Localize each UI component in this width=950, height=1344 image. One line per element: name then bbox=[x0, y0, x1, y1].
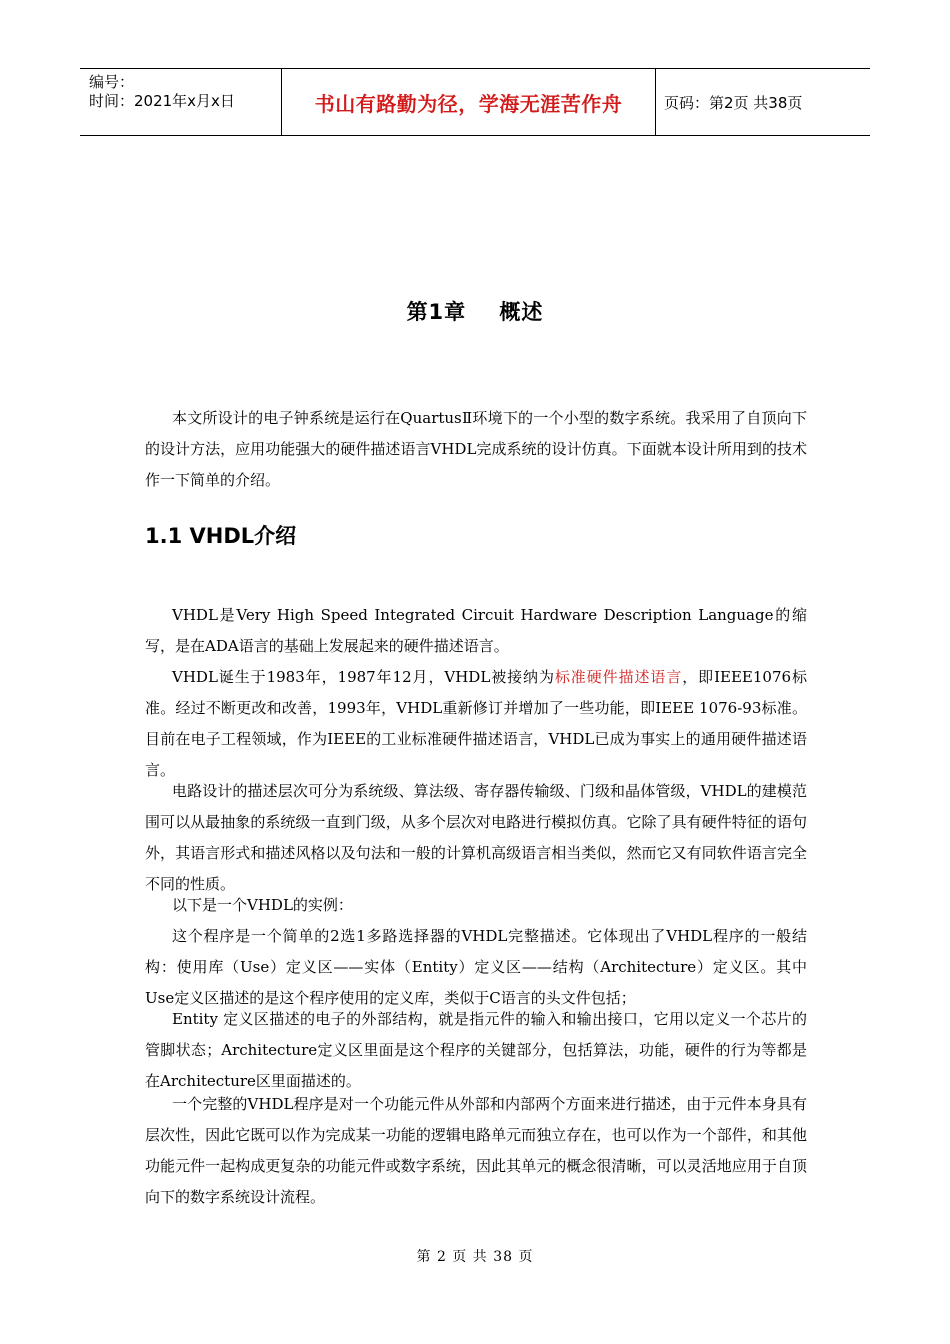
intro-paragraph: 本文所设计的电子钟系统是运行在QuartusⅡ环境下的一个小型的数字系统。我采用了自顶向下的设计方法，应用功能强大的硬件描述语言VHDL完成系统的设计仿真。下面就本设计所用到的技术作一下简单的介绍。 bbox=[145, 409, 807, 489]
page-header-table bbox=[80, 68, 870, 136]
paragraph-vhdl-definition: VHDL是Very High Speed Integrated Circuit Hardware Description Language的缩写，是在ADA语言的基础上发展起来的硬件描述语言。 bbox=[145, 606, 807, 655]
paragraph-text: VHDL诞生于1983年，1987年12月，VHDL被接纳为 bbox=[172, 668, 555, 686]
document-number-label: 编号： bbox=[89, 73, 135, 91]
paragraph-example-intro: 以下是一个VHDL的实例： bbox=[172, 896, 353, 914]
header-motto: 书山有路勤为径，学海无涯苦作舟 bbox=[282, 69, 656, 135]
standard-hdl-link[interactable]: 标准硬件描述语言 bbox=[554, 668, 683, 686]
paragraph-complete-program: 一个完整的VHDL程序是对一个功能元件从外部和内部两个方面来进行描述，由于元件本身具有层次性，因此它既可以作为完成某一功能的逻辑电路单元而独立存在，也可以作为一个部件，和其他功能元件一起构成更复杂的功能元件或数字系统，因此其单元的概念很清晰，可以灵活地应用于自顶向下的数字系统设计流程。 bbox=[145, 1095, 807, 1206]
paragraph-entity-architecture: Entity 定义区描述的电子的外部结构，就是指元件的输入和输出接口，它用以定义一个芯片的管脚状态；Architecture定义区里面是这个程序的关键部分，包括算法，功能，硬件的行为等都是在Architecture区里面描述的。 bbox=[145, 1010, 807, 1090]
paragraph-text: ，即IEEE1076标准。经过不断更改和改善，1993年，VHDL重新修订并增加了一些功能，即IEEE 1076-93标准。目前在电子工程领域，作为IEEE的工业标准硬件描述语言，VHDL已成为事实上的通用硬件描述语言。 bbox=[145, 668, 807, 779]
paragraph-vhdl-history bbox=[145, 662, 807, 786]
paragraph-program-structure: 这个程序是一个简单的2选1多路选择器的VHDL完整描述。它体现出了VHDL程序的一般结构：使用库（Use）定义区——实体（Entity）定义区——结构（Architecture）定义区。其中Use定义区描述的是这个程序使用的定义库，类似于C语言的头文件包括； bbox=[145, 927, 807, 1007]
document-date: 时间：2021年x月x日 bbox=[89, 92, 235, 110]
chapter-title: 第1章 概述 bbox=[406, 300, 544, 324]
paragraph-description-levels: 电路设计的描述层次可分为系统级、算法级、寄存器传输级、门级和晶体管级，VHDL的建模范围可以从最抽象的系统级一直到门级，从多个层次对电路进行模拟仿真。它除了具有硬件特征的语句外，其语言形式和描述风格以及句法和一般的计算机高级语言相当类似，然而它又有同软件语言完全不同的性质。 bbox=[145, 782, 807, 893]
header-page-info: 页码：第2页 共38页 bbox=[664, 93, 803, 112]
section-title: 1.1 VHDL介绍 bbox=[145, 524, 297, 548]
header-left-cell bbox=[80, 69, 282, 135]
page-footer: 第 2 页 共 38 页 bbox=[416, 1249, 534, 1265]
